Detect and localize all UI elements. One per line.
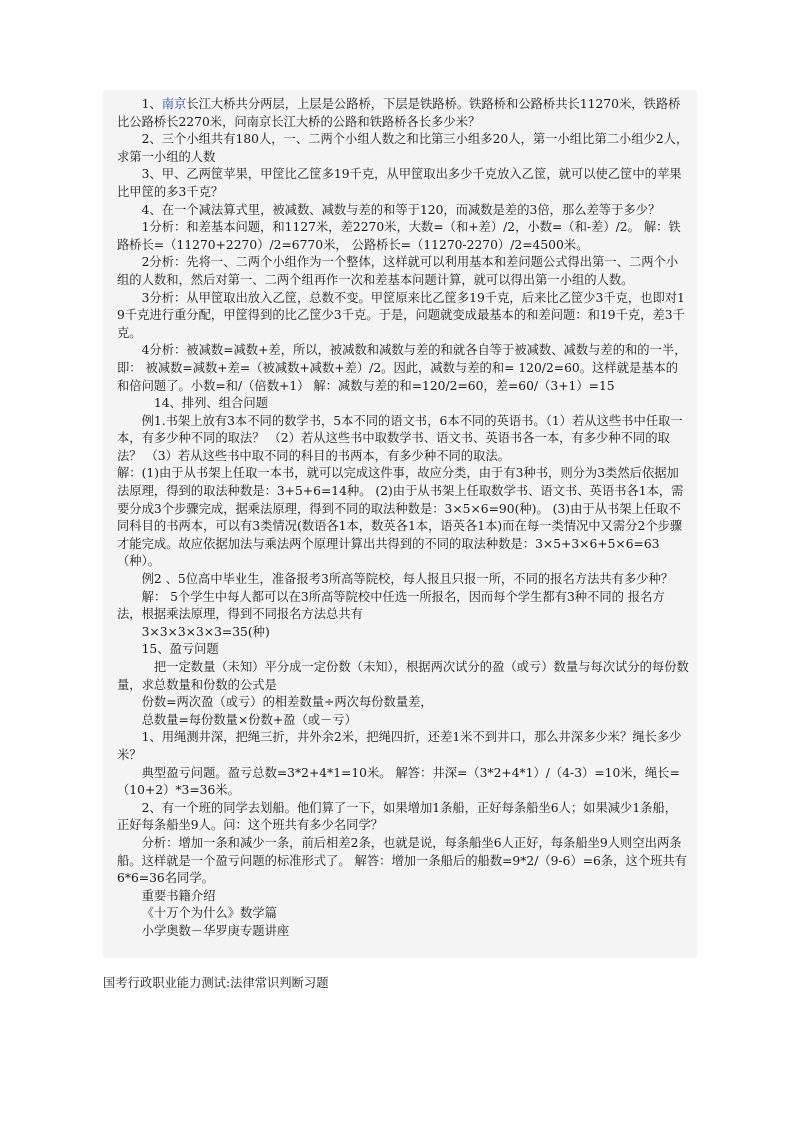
formula-total: 总数量=每份数量×份数+盈（或－亏）	[141, 712, 357, 727]
surplus-solution-1: 典型盈亏问题。盈亏总数=3*2+4*1=10米。 解答：井深=（3*2+4*1）/（4-3）=10米，绳长=（10+2）*3=36米。	[117, 765, 680, 798]
surplus-solution-2: 分析：增加一条和减少一条，前后相差2条，也就是说，每条船坐6人正好，每条船坐9人则空出两条船。这样就是一个盈亏问题的标准形式了。 解答：增加一条船后的船数=9*2/（9-6）=6条，这个班共有6*6=36名同学。	[117, 835, 687, 886]
analysis-4: 4分析：被减数=减数+差，所以，被减数和减数与差的和就各自等于被减数、减数与差的和的一半，即： 被减数=减数+差=（被减数+减数+差）/2。因此，减数与差的和= 120/2=60。这样就是基本的和倍问题了。小数=和/（倍数+1） 解：减数与差的和=120/2=60，差=60/（3+1）=15	[117, 343, 687, 393]
book-2: 小学奥数－华罗庚专题讲座	[141, 923, 290, 938]
problem-1: 1、南京长江大桥共分两层，上层是公路桥，下层是铁路桥。铁路桥和公路桥共长11270米，铁路桥比公路桥长2270米，问南京长江大桥的公路和铁路桥各长多少米？	[117, 97, 681, 129]
problem-2: 2、三个小组共有180人，一、二两个小组人数之和比第三小组多20人，第一小组比第二小组少2人，求第一小组的人数	[117, 132, 689, 164]
problem-3: 3、甲、乙两筐苹果，甲筐比乙筐多19千克，从甲筐取出多少千克放入乙筐，就可以使乙筐中的苹果比甲筐的多3千克？	[117, 167, 682, 199]
books-heading: 重要书籍介绍	[141, 888, 216, 903]
example-1: 例1.书架上放有3本不同的数学书，5本不同的语文书，6本不同的英语书。（1）若从这些书中任取一本，有多少种不同的取法？ （2）若从这些书中取数学书、语文书、英语书各一本，有多少种不同的取法？ （3）若从这些书中取不同的科目的书两本，有多少种不同的取法。	[117, 413, 683, 463]
section-heading-15: 15、盈亏问题	[141, 642, 219, 657]
nanjing-link[interactable]: 南京	[161, 97, 187, 111]
article-body	[117, 96, 689, 941]
surplus-intro: 把一定数量（未知）平分成一定份数（未知），根据两次试分的盈（或亏）数量与每次试分的每份数量，求总数量和份数的公式是	[117, 660, 689, 692]
example-2-formula: 3×3×3×3×3=35(种)	[141, 624, 270, 639]
analysis-3: 3分析：从甲筐取出放入乙筐，总数不变。甲筐原来比乙筐多19千克，后来比乙筐少3千克，也即对19千克进行重分配，甲筐得到的比乙筐少3千克。于是，问题就变成最基本的和差问题：和19千克，差3千克。	[117, 290, 685, 340]
analysis-1: 1分析：和差基本问题，和1127米，差2270米，大数=（和+差）/2，小数=（和-差）/2。 解：铁路桥长=（11270+2270）/2=6770米， 公路桥长=（11270-2270）/2=4500米。	[117, 220, 681, 252]
formula-shares: 份数=两次盈（或亏）的相差数量÷两次每份数量差，	[141, 695, 433, 710]
example-1-solution: 解：(1)由于从书架上任取一本书，就可以完成这件事，故应分类，由于有3种书，则分为3类然后依据加法原理，得到的取法种数是：3+5+6=14种。 (2)由于从书架上任取数学书、语文书、英语书各1本，需要分成3个步骤完成，据乘法原理，得到不同的取法种数是：3×5×6=90(种)。 (3)由于从书架上任取不同科目的书两本，可以有3类情况(数语各1本，数英各1本，语英各1本)而在每一类情况中又需分2个步骤才能完成。故应依据加法与乘法两个原理计算出共得到的不同的取法种数是：3×5+3×6+5×6=63（种）。	[117, 466, 684, 569]
surplus-problem-1: 1、用绳测井深，把绳三折，井外余2米，把绳四折，还差1米不到井口，那么井深多少米？绳长多少米？	[117, 730, 682, 762]
book-1: 《十万个为什么》数学篇	[141, 906, 277, 921]
example-2-solution: 解： 5个学生中每人都可以在3所高等院校中任选一所报名，因而每个学生都有3种不同的 报名方法，根据乘法原理，得到不同报名方法总共有	[117, 589, 665, 622]
section-heading-14: 14、排列、组合问题	[153, 396, 268, 411]
problem-4: 4、在一个减法算式里，被减数、减数与差的和等于120，而减数是差的3倍，那么差等于多少？	[141, 202, 661, 217]
footer-title: 国考行政职业能力测试:法律常识判断习题	[103, 976, 329, 990]
surplus-problem-2: 2、有一个班的同学去划船。他们算了一下，如果增加1条船，正好每条船坐6人；如果减少1条船，正好每条船坐9人。问：这个班共有多少名同学？	[117, 800, 678, 833]
example-2: 例2 、5位高中毕业生，准备报考3所高等院校，每人报且只报一所，不同的报名方法共有多少种？	[141, 572, 674, 587]
analysis-2: 2分析：先将一、二两个小组作为一个整体，这样就可以利用基本和差问题公式得出第一、二两个小组的人数和，然后对第一、二两个组再作一次和差基本问题计算，就可以得出第一小组的人数。	[117, 255, 679, 287]
